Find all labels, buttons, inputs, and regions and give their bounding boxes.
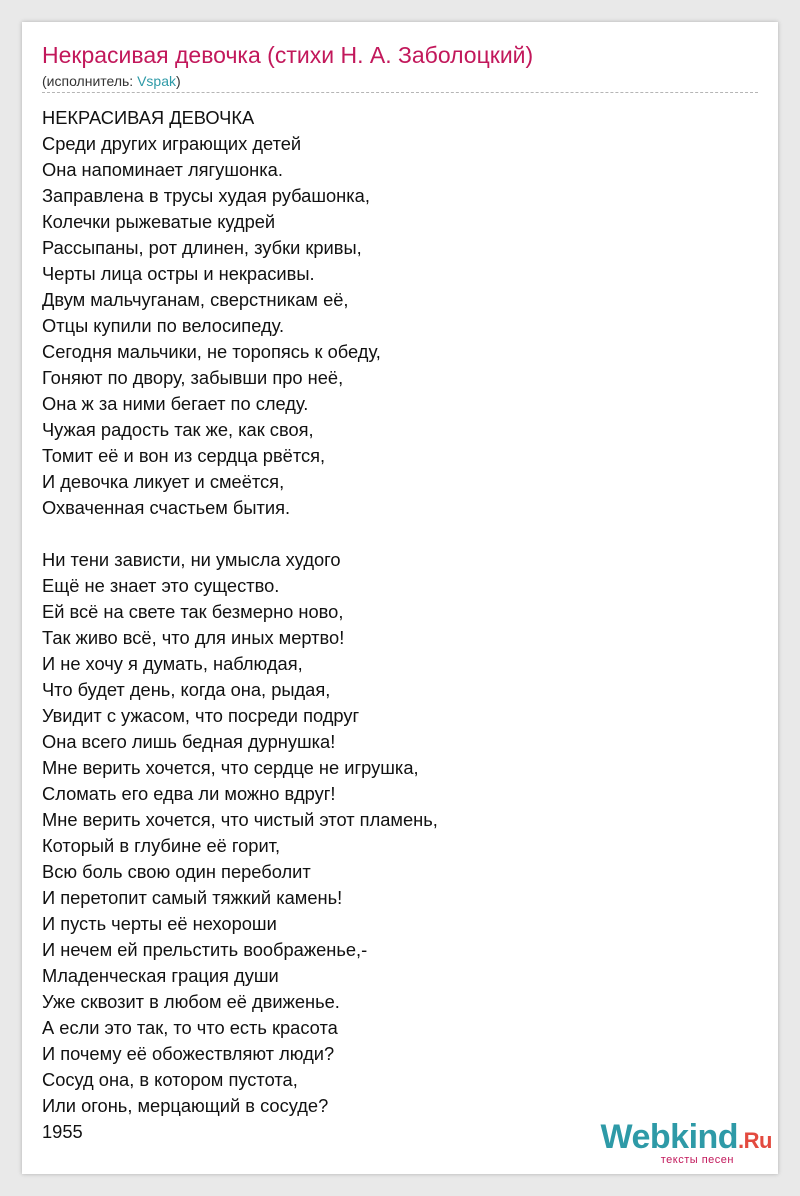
lyric-line: А если это так, то что есть красота [42, 1017, 338, 1038]
header-divider [42, 92, 758, 93]
site-logo[interactable] [601, 1120, 773, 1166]
lyric-line: Ни тени зависти, ни умысла худого [42, 549, 341, 570]
lyric-line: Сосуд она, в котором пустота, [42, 1069, 298, 1090]
lyric-line: Охваченная счастьем бытия. [42, 497, 291, 518]
lyric-line: Она напоминает лягушонка. [42, 159, 283, 180]
lyric-line: Что будет день, когда она, рыдая, [42, 679, 331, 700]
lyric-line: Заправлена в трусы худая рубашонка, [42, 185, 370, 206]
lyric-line: Который в глубине её горит, [42, 835, 281, 856]
lyric-line: Младенческая грация души [42, 965, 279, 986]
performer-line [42, 73, 181, 89]
lyric-line: Ей всё на свете так безмерно ново, [42, 601, 344, 622]
lyric-line: Среди других играющих детей [42, 133, 302, 154]
lyric-line: Увидит с ужасом, что посреди подруг [42, 705, 360, 726]
lyric-line: Так живо всё, что для иных мертво! [42, 627, 345, 648]
lyric-line: И девочка ликует и смеётся, [42, 471, 285, 492]
page-title: Некрасивая девочка (стихи Н. А. Заболоцкий) [42, 42, 534, 68]
logo-tagline: тексты песен [660, 1154, 734, 1166]
lyric-line: Томит её и вон из сердца рвётся, [42, 445, 326, 466]
lyric-line: Двум мальчуганам, сверстникам её, [42, 289, 349, 310]
lyric-line: И не хочу я думать, наблюдая, [42, 653, 303, 674]
performer-suffix: ) [176, 73, 181, 89]
lyric-line: Она всего лишь бедная дурнушка! [42, 731, 336, 752]
lyric-line: Она ж за ними бегает по следу. [42, 393, 309, 414]
lyric-line: Черты лица остры и некрасивы. [42, 263, 315, 284]
performer-link[interactable]: Vspak [137, 73, 177, 89]
lyric-line: Сломать его едва ли можно вдруг! [42, 783, 336, 804]
lyric-line: И перетопит самый тяжкий камень! [42, 887, 343, 908]
lyric-line: Или огонь, мерцающий в сосуде? [42, 1095, 329, 1116]
lyric-line: НЕКРАСИВАЯ ДЕВОЧКА [42, 107, 255, 128]
lyric-line: Чужая радость так же, как своя, [42, 419, 314, 440]
lyric-line: Уже сквозит в любом её движенье. [42, 991, 340, 1012]
lyric-line [42, 521, 758, 547]
lyric-line: 1955 [42, 1121, 83, 1142]
lyric-line: Рассыпаны, рот длинен, зубки кривы, [42, 237, 362, 258]
lyrics-page [22, 22, 778, 1174]
lyric-line: Колечки рыжеватые кудрей [42, 211, 276, 232]
lyric-line: Гоняют по двору, забывши про неё, [42, 367, 344, 388]
logo-brand-tld: .Ru [738, 1128, 772, 1153]
lyric-line: Сегодня мальчики, не торопясь к обеду, [42, 341, 381, 362]
logo-brand-name: Webkind [600, 1118, 739, 1156]
lyric-line: И нечем ей прельстить воображенье,- [42, 939, 368, 960]
lyrics-text [42, 105, 758, 1145]
lyric-line: И почему её обожествляют люди? [42, 1043, 335, 1064]
lyric-line: И пусть черты её нехороши [42, 913, 277, 934]
performer-prefix: (исполнитель: [42, 73, 138, 89]
lyric-line: Всю боль свою один переболит [42, 861, 311, 882]
lyric-line: Мне верить хочется, что сердце не игрушка, [42, 757, 419, 778]
lyric-line: Мне верить хочется, что чистый этот пламень, [42, 809, 438, 830]
logo-wordmark [601, 1120, 773, 1158]
lyric-line: Отцы купили по велосипеду. [42, 315, 285, 336]
lyric-line: Ещё не знает это существо. [42, 575, 280, 596]
